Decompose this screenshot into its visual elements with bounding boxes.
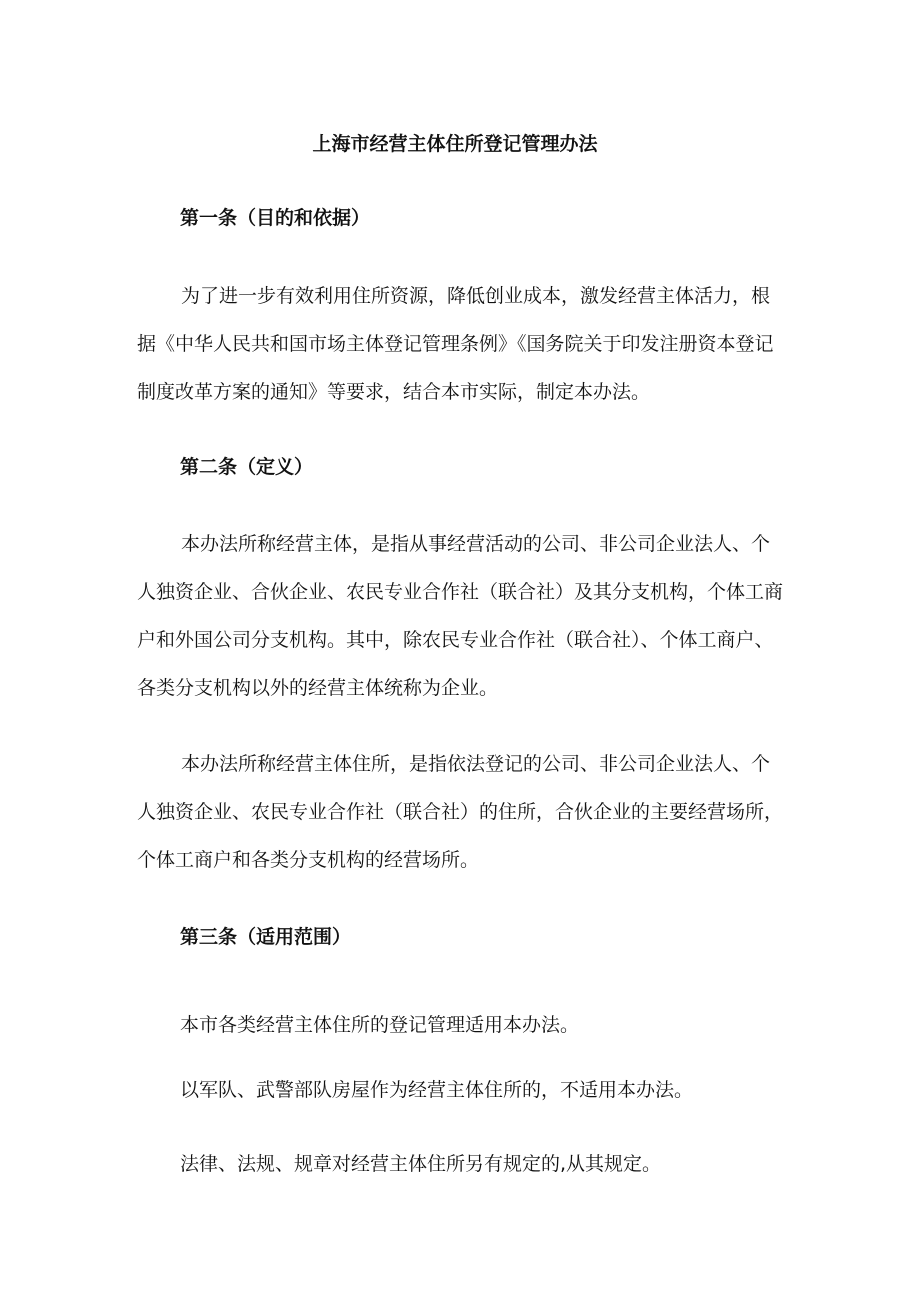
- article-2-paragraph-1: 本办法所称经营主体，是指从事经营活动的公司、非公司企业法人、个人独资企业、合伙企业、农民专业合作社（联合社）及其分支机构，个体工商户和外国公司分支机构。其中，除农民专业合作社（联合社）、个体工商户、各类分支机构以外的经营主体统称为企业。: [137, 533, 784, 699]
- article-2-heading: 第二条（定义）: [180, 456, 314, 478]
- article-3-paragraph-1: 本市各类经营主体住所的登记管理适用本办法。: [180, 1014, 580, 1036]
- article-3-heading: 第三条（适用范围）: [180, 926, 352, 948]
- article-2-paragraph-2: 本办法所称经营主体住所，是指依法登记的公司、非公司企业法人、个人独资企业、农民专业合作社（联合社）的住所，合伙企业的主要经营场所，个体工商户和各类分支机构的经营场所。: [137, 753, 784, 871]
- document-title: 上海市经营主体住所登记管理办法: [312, 133, 598, 155]
- article-3-paragraph-2: 以军队、武警部队房屋作为经营主体住所的，不适用本办法。: [180, 1079, 694, 1101]
- article-3-paragraph-3: 法律、法规、规章对经营主体住所另有规定的,从其规定。: [180, 1153, 662, 1175]
- article-1-heading: 第一条（目的和依据）: [180, 207, 371, 229]
- article-1-paragraph-1: 为了进一步有效利用住所资源，降低创业成本，激发经营主体活力，根据《中华人民共和国市场主体登记管理条例》《国务院关于印发注册资本登记制度改革方案的通知》等要求，结合本市实际，制定本办法。: [137, 285, 774, 403]
